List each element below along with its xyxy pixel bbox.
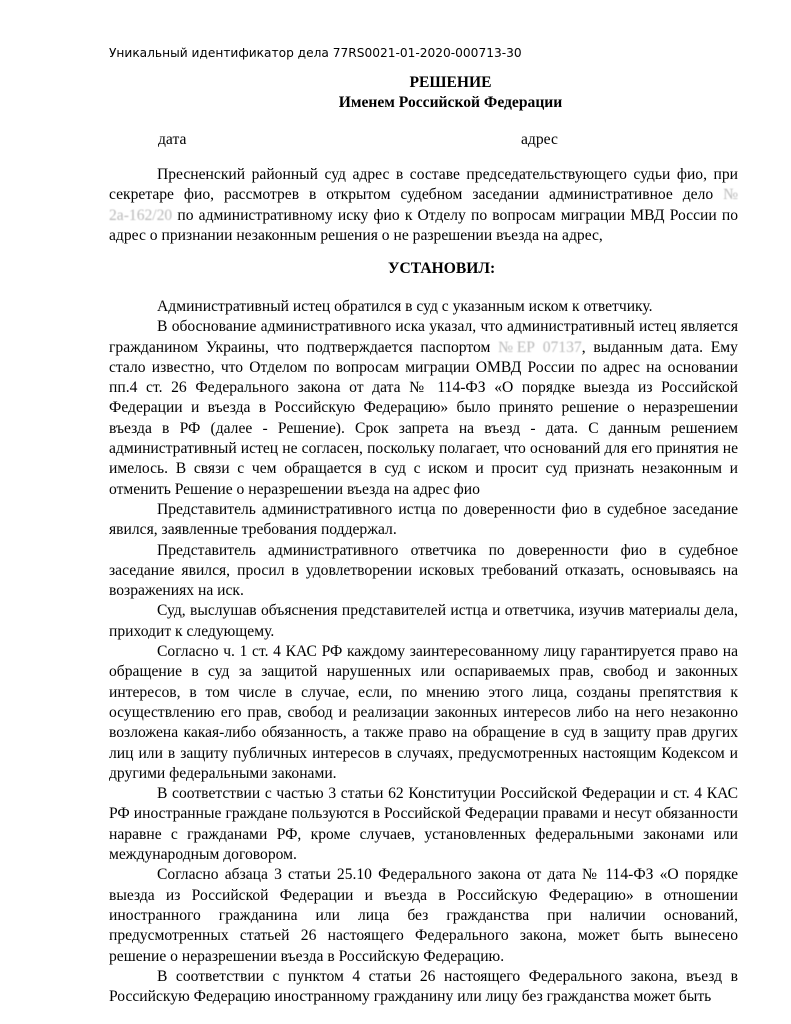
document-title: РЕШЕНИЕ	[409, 74, 492, 91]
decision-date: дата	[158, 131, 187, 148]
decision-address: адрес	[521, 131, 558, 148]
paragraph: В соответствии с частью 3 статьи 62 Конституции Российской Федерации и ст. 4 КАС РФ иностранные граждане пользуются в Российской Федерации правами и несут обязанности наравне с гражданами РФ, кроме случаев, установленных федеральными законами или международным договором.	[109, 785, 738, 864]
section-heading: УСТАНОВИЛ:	[388, 260, 496, 277]
paragraph-part1: В обоснование административного иска указал, что административный истец является гражданином Украины, что подтверждается паспортом	[109, 318, 738, 356]
paragraph: Представитель административного ответчика по доверенности фио в судебное заседание явился, просил в удовлетворении исковых требований отказать, основываясь на возражениях на иск.	[109, 541, 738, 600]
intro-text-part2: по административному иску фио к Отделу по вопросам миграции МВД России по адрес о признании незаконным решения о не разрешении въезда на адрес,	[109, 206, 738, 244]
redacted-case-number: № 2а-162/20	[109, 186, 738, 224]
paragraph: Согласно абзаца 3 статьи 25.10 Федерального закона от дата № 114-ФЗ «О порядке выезда из Российской Федерации и въезда в Российскую Федерацию» в отношении иностранного гражданина или лица без гражданства при наличии оснований, предусмотренных статьей 26 настоящего Федерального закона, может быть вынесено решение о неразрешении въезда в Российскую Федерацию.	[109, 866, 738, 965]
paragraph-part2: , выданным дата. Ему стало известно, что Отделом по вопросам миграции ОМВД России по адрес на основании пп.4 ст. 26 Федерального закона от дата № 114-ФЗ «О порядке выезда из Российской Федерации и въезда в Российскую Федерацию» было принято решение о неразрешении въезда в РФ (далее - Решение). Срок запрета на въезд - дата. С данным решением административный истец не согласен, поскольку полагает, что оснований для его принятия не имелось. В связи с чем обращается в суд с иском и просит суд признать незаконным и отменить Решение о неразрешении въезда на адрес фио	[109, 338, 738, 498]
main-text-block	[109, 297, 738, 1007]
paragraph: В соответствии с пунктом 4 статьи 26 настоящего Федерального закона, въезд в Российскую Федерацию иностранному гражданину или лицу без гражданства может быть	[109, 967, 738, 1006]
paragraph: Согласно ч. 1 ст. 4 КАС РФ каждому заинтересованному лицу гарантируется право на обращение в суд за защитой нарушенных или оспариваемых прав, свобод и законных интересов, в том числе в случае, если, по мнению этого лица, созданы препятствия к осуществлению его прав, свобод и реализации законных интересов либо на него незаконно возложена какая-либо обязанность, а также право на обращение в суд в защиту прав других лиц или в защиту публичных интересов в случаях, предусмотренных настоящим Кодексом и другими федеральными законами.	[109, 643, 738, 782]
paragraph: Представитель административного истца по доверенности фио в судебное заседание явился, заявленные требования поддержал.	[109, 500, 738, 539]
document-subtitle: Именем Российской Федерации	[338, 94, 563, 111]
intro-paragraph	[109, 165, 738, 246]
intro-block	[109, 165, 738, 246]
intro-text-part1: Пресненский районный суд адрес в составе председательствующего судьи фио, при секретаре фио, рассмотрев в открытом судебном заседании административное дело	[109, 166, 738, 204]
case-identifier: Уникальный идентификатор дела 77RS0021-01-2020-000713-30	[109, 46, 522, 60]
paragraph	[109, 317, 738, 500]
paragraph: Суд, выслушав объяснения представителей истца и ответчика, изучив материалы дела, приходит к следующему.	[109, 602, 738, 640]
redacted-passport-number: №ЕР 07137	[498, 338, 582, 356]
paragraph: Административный истец обратился в суд с указанным иском к ответчику.	[157, 298, 653, 315]
